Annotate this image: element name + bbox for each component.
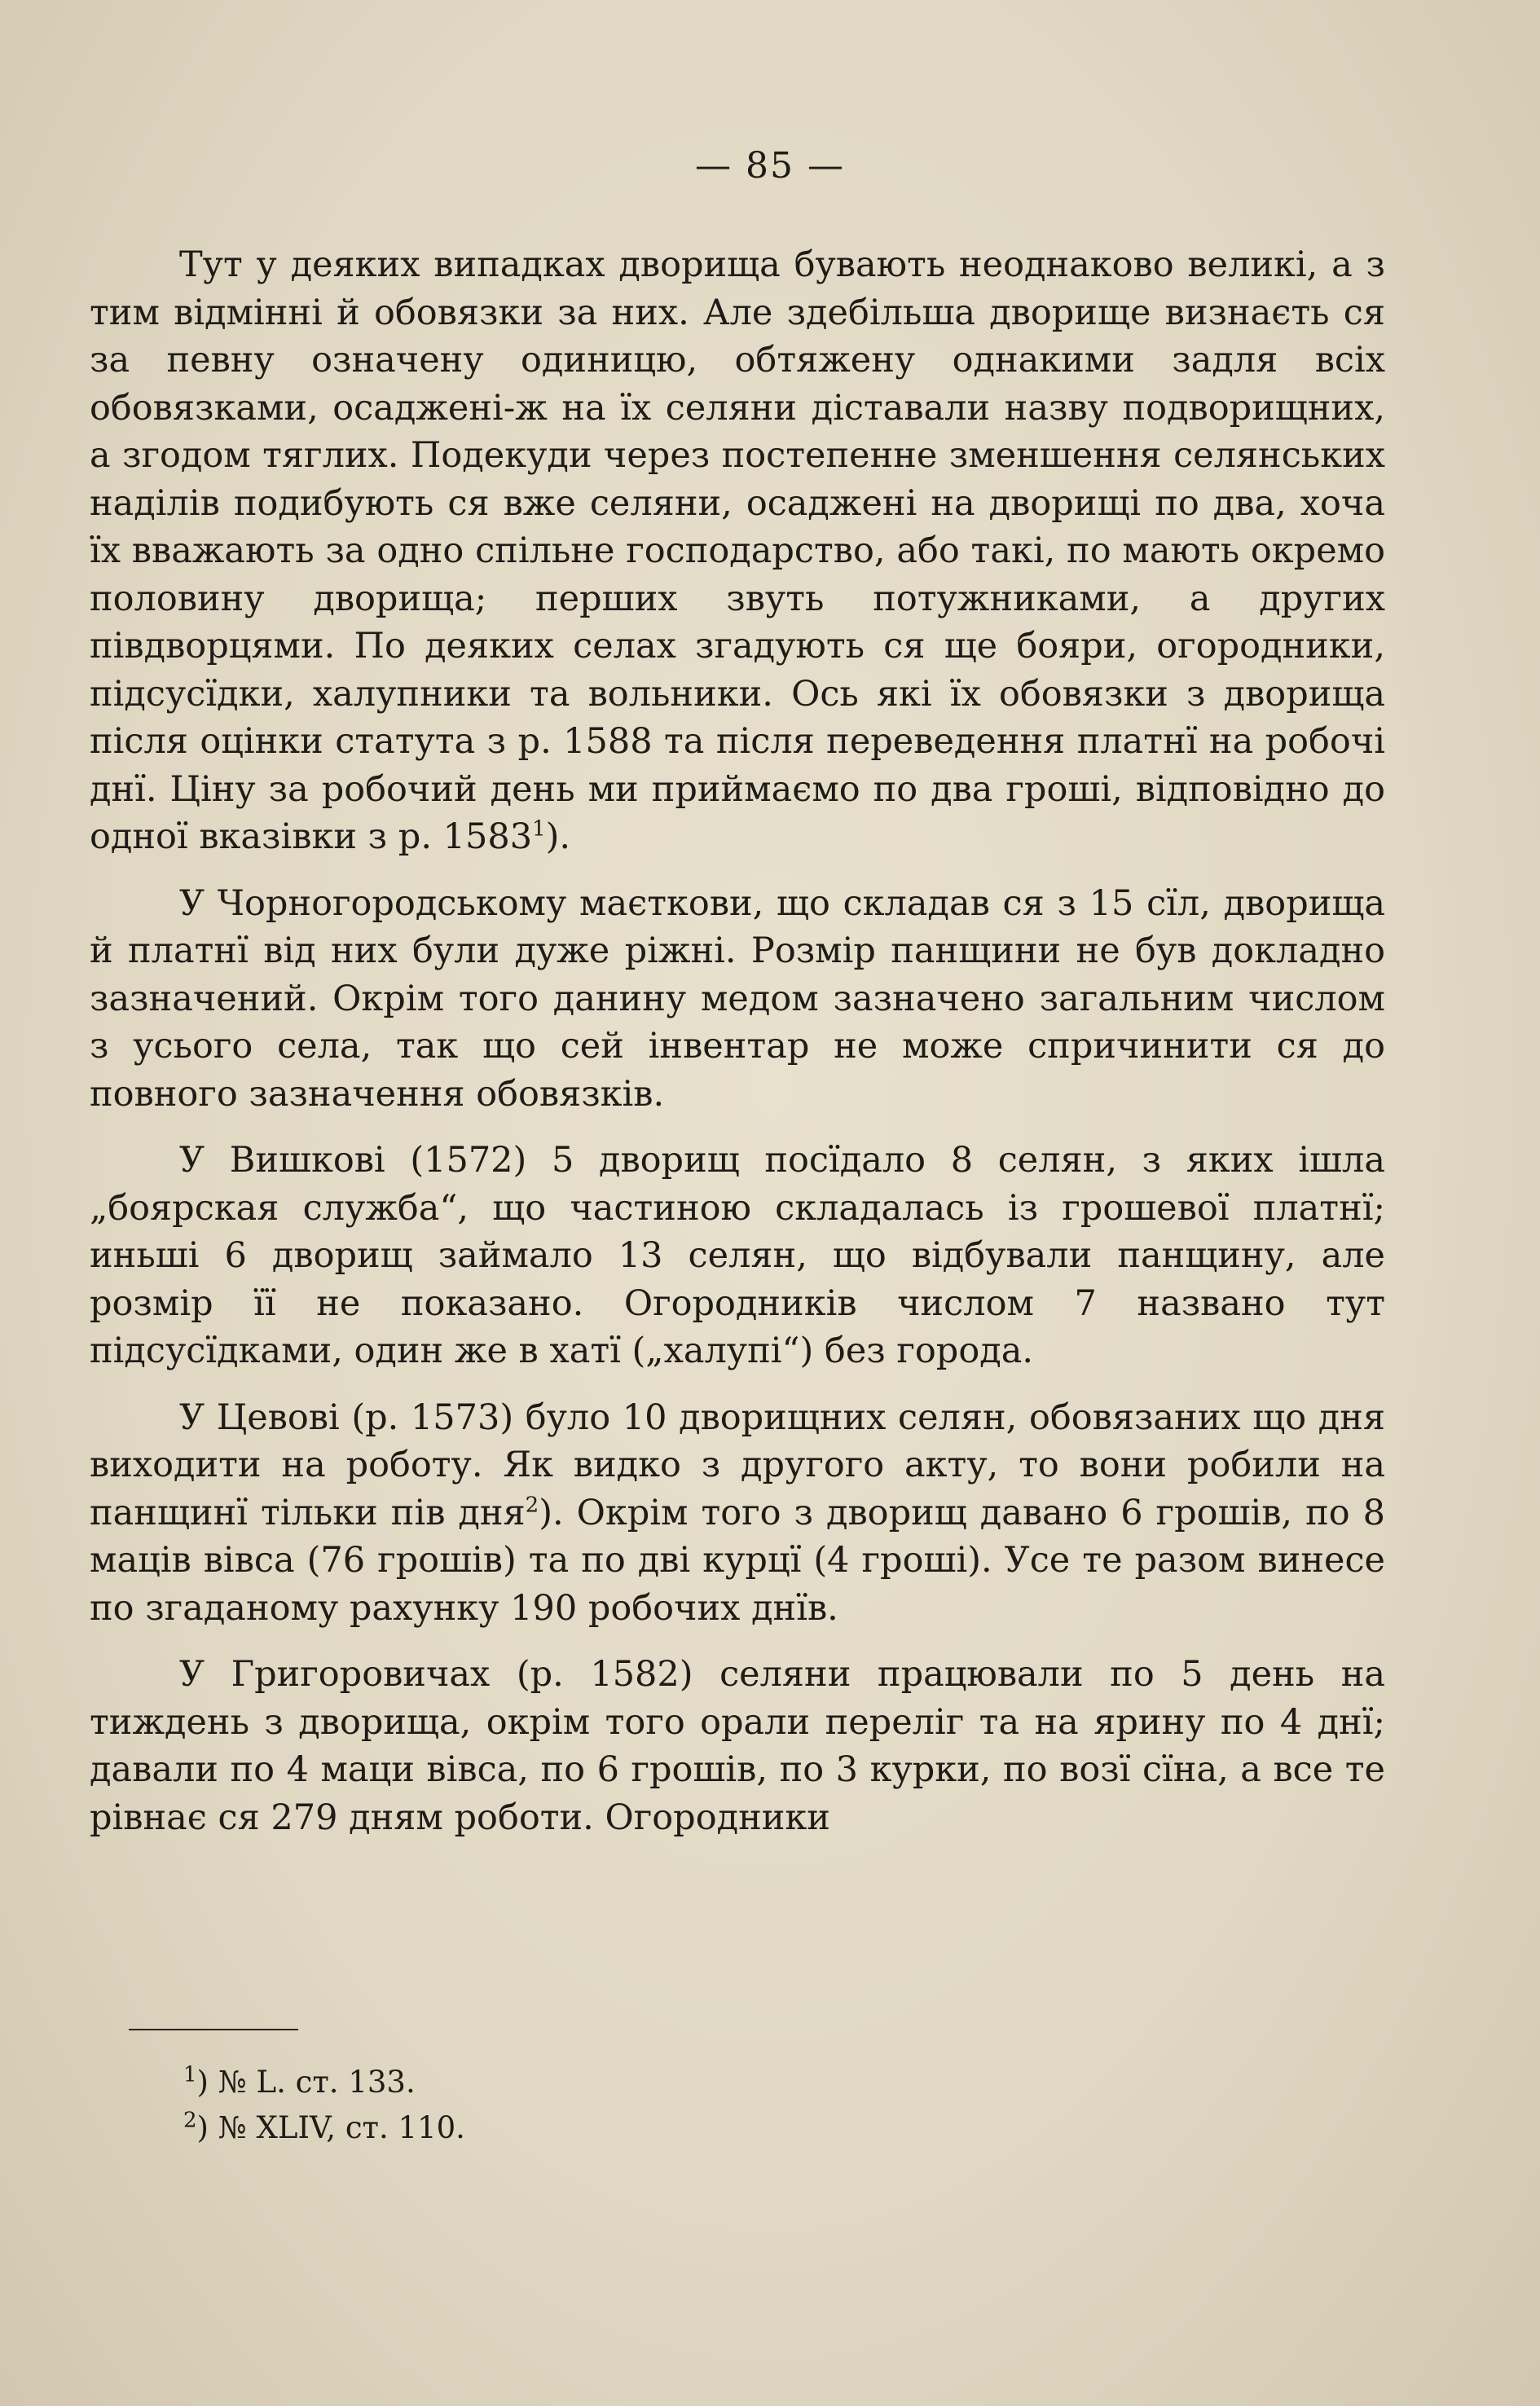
paragraph-4 bbox=[90, 1394, 1385, 1633]
paragraph-1 bbox=[90, 241, 1385, 861]
footnote-2 bbox=[183, 2105, 465, 2151]
paragraph-3 bbox=[90, 1137, 1385, 1375]
footnote-ref-1: 1 bbox=[532, 816, 546, 842]
footnotes bbox=[183, 2060, 465, 2151]
footnote-1-text: ) № L. ст. 133. bbox=[196, 2065, 416, 2100]
paragraph-2-text: У Чорногородському маєткови, що складав ся з 15 сїл, дворища й платнї від них були дуже ріжні. Розмір панщини не був докладно зазначений. Окрім того данину медом зазначено загальним числом з усього села, так що сей інвентар не може спричинити ся до повного зазначення обовязків. bbox=[90, 882, 1385, 1115]
paragraph-3-text: У Вишкові (1572) 5 дворищ посїдало 8 селян, з яких ішла „боярская служба“, що частиною складалась із грошевої платнї; иньші 6 дворищ займало 13 селян, що відбували панщину, але розмір її не показано. Огородників числом 7 названо тут підсусїдками, один же в хатї („халупі“) без города. bbox=[90, 1140, 1385, 1371]
footnote-1-marker: 1 bbox=[183, 2062, 197, 2087]
paragraph-4-text: У Цевові (р. 1573) було 10 дворищних селян, обовязаних що дня виходити на роботу. Як видко з другого акту, то вони робили на панщинї тільки пів дня bbox=[90, 1397, 1385, 1533]
page-number: — 85 — bbox=[695, 145, 845, 187]
footnote-1 bbox=[183, 2060, 465, 2105]
footnote-ref-2: 2 bbox=[525, 1493, 539, 1518]
body-text bbox=[90, 241, 1385, 1841]
paragraph-1-text: Тут у деяких випадках дворища бувають неоднаково великі, а з тим відмінні й обовязки за них. Але здебільша дворище визнаєть ся за певну означену одиницю, обтяжену однакими задля всіх обовязками, осаджені-ж на їх селяни діставали назву подворищних, а згодом тяглих. Подекуди через постепенне зменшення селянських наділів подибують ся вже селяни, осаджені на дворищі по два, хоча їх вважають за одно спільне господарство, або такі, по мають окремо половину дворища; перших звуть потужниками, а других півдворцями. По деяких селах згадують ся ще бояри, огородники, підсусїдки, халупники та вольники. Ось які їх обовязки з дворища після оцінки статута з р. 1588 та після переведення платнї на робочі днї. Ціну за робочий день ми приймаємо по два гроші, відповідно до одної вказівки з р. 1583 bbox=[90, 244, 1385, 857]
paragraph-5 bbox=[90, 1651, 1385, 1841]
footnote-2-text: ) № XLIV, ст. 110. bbox=[196, 2110, 465, 2145]
paragraph-2 bbox=[90, 880, 1385, 1119]
paragraph-1-tail: ). bbox=[545, 816, 571, 857]
footnote-divider bbox=[129, 2029, 298, 2030]
footnote-2-marker: 2 bbox=[183, 2108, 197, 2133]
paragraph-4-tail: ). Окрім того з дворищ давано 6 грошів, по 8 маців вівса (76 грошів) та по дві курцї (4 гроші). Усе те разом винесе по згаданому рахунку 190 робочих днїв. bbox=[90, 1492, 1385, 1629]
paragraph-5-text: У Григоровичах (р. 1582) селяни працювали по 5 день на тиждень з дворища, окрім того орали переліг та на ярину по 4 днї; давали по 4 маци вівса, по 6 грошів, по 3 курки, по возї сїна, а все те рівнає ся 279 дням роботи. Огородники bbox=[90, 1654, 1385, 1838]
